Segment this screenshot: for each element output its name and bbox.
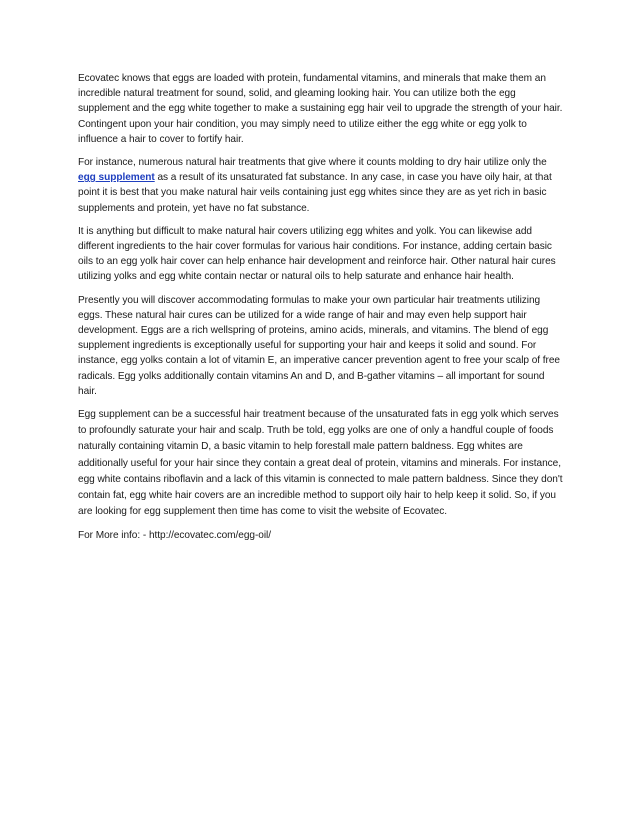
paragraph-dry-hair [78, 155, 563, 216]
paragraph-egg-supplement-treatment: Egg supplement can be a successful hair treatment because of the unsaturated fats in egg yolk which serves to profoundly saturate your hair and scalp. Truth be told, egg yolks are one of only a handful couple of foods naturally containing vitamin D, a basic vitamin to help forestall male pattern baldness. Egg whites are additionally useful for your hair since they contain a great deal of protein, vitamins and minerals. For instance, egg white contains riboflavin and a lack of this vitamin is connected to male pattern baldness. Since they don't contain fat, egg white hair covers are an incredible method to support oily hair to help keep it solid. So, if you are looking for egg supplement then time has come to visit the website of Ecovatec. [78, 409, 563, 518]
paragraph-dry-hair-before: For instance, numerous natural hair treatments that give where it counts molding to dry hair utilize only the [78, 157, 547, 169]
paragraph-hair-covers: It is anything but difficult to make natural hair covers utilizing egg whites and yolk. You can likewise add different ingredients to the hair cover formulas for various hair conditions. For instance, adding certain basic oils to an egg yolk hair cover can help enhance hair development and reinforce hair. Other natural hair cures utilizing yolks and egg white contain nectar or natural oils to help saturate and enhance hair health. [78, 225, 556, 283]
paragraph-intro: Ecovatec knows that eggs are loaded with protein, fundamental vitamins, and minerals that make them an incredible natural treatment for sound, solid, and gleaming looking hair. You can utilize both the egg supplement and the egg white together to make a sustaining egg hair veil to upgrade the strength of your hair. Contingent upon your hair condition, you may simply need to utilize either the egg white or egg yolk to influence a hair to cover to fortify hair. [78, 73, 563, 145]
paragraph-dry-hair-after: as a result of its unsaturated fat substance. In any case, in case you have oily hair, at that point it is best that you make natural hair veils containing just egg whites since they are as yet rich in basic supplements and protein, yet have no fat substance. [78, 172, 552, 214]
more-info-line: For More info: - http://ecovatec.com/egg-oil/ [78, 530, 271, 542]
document-body [78, 71, 563, 552]
egg-supplement-link[interactable]: egg supplement [78, 172, 155, 184]
paragraph-formulas: Presently you will discover accommodating formulas to make your own particular hair treatments utilizing eggs. These natural hair cures can be utilized for a wide range of hair and may even help support hair development. Eggs are a rich wellspring of proteins, amino acids, minerals, and vitamins. The blend of egg supplement ingredients is exceptionally useful for supporting your hair and keeps it solid and sound. For instance, egg yolks contain a lot of vitamin E, an imperative cancer prevention agent to free your scalp of free radicals. Egg yolks additionally contain vitamins An and D, and B-gather vitamins – all important for sound hair. [78, 294, 560, 397]
